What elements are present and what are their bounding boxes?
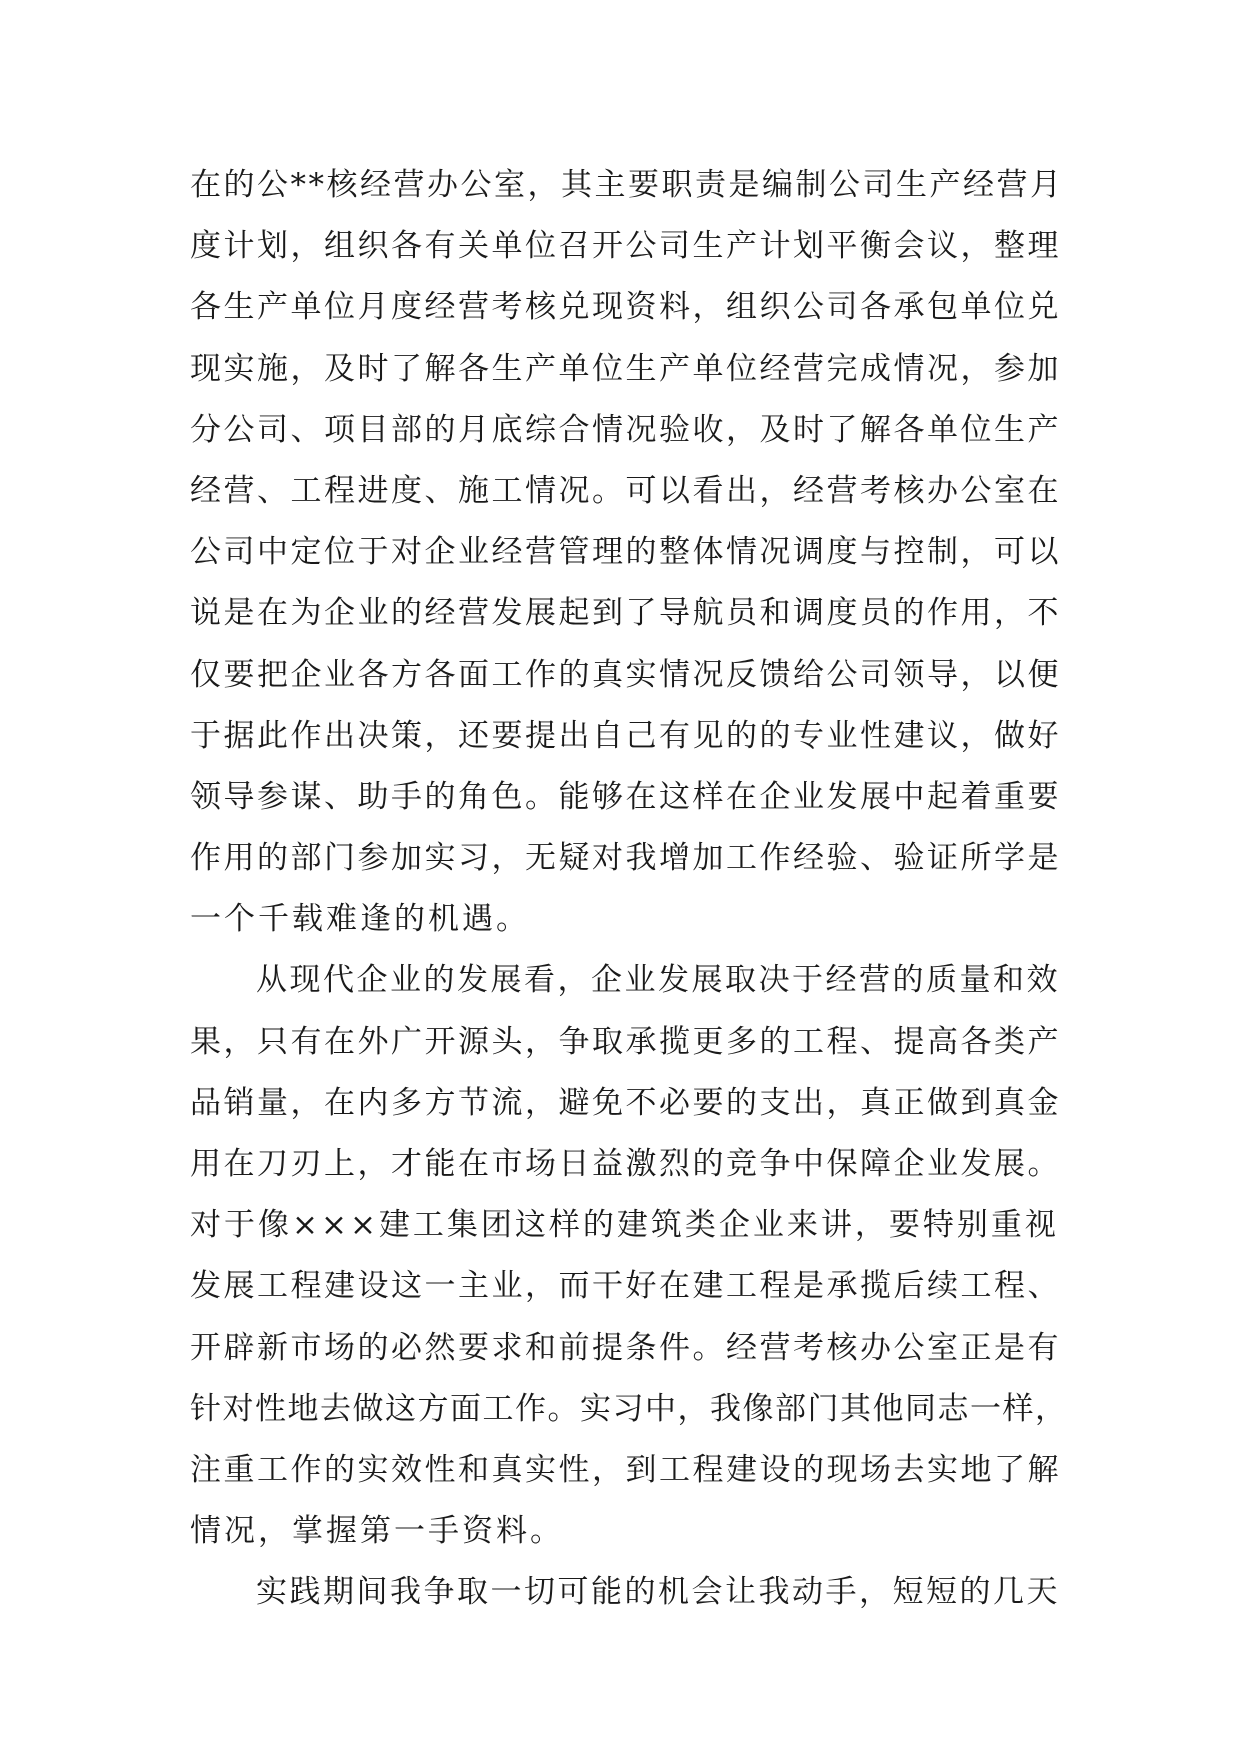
- paragraph: [190, 950, 1070, 1562]
- text-line: 一个千载难逢的机遇。: [190, 901, 530, 938]
- text-line: 针对性地去做这方面工作。实习中，我像部门其他同志一样，: [190, 1390, 1068, 1427]
- paragraph: [190, 155, 1070, 950]
- text-line: 在的公**核经营办公室，其主要职责是编制公司生产经营月: [190, 167, 1064, 203]
- text-line: 注重工作的实效性和真实性，到工程建设的现场去实地了解: [190, 1451, 1061, 1488]
- paragraph: [190, 1562, 1070, 1623]
- text-line: 度计划，组织各有关单位召开公司生产计划平衡会议，整理: [190, 228, 1061, 265]
- text-line: 果，只有在外广开源头，争取承揽更多的工程、提高各类产: [190, 1023, 1061, 1060]
- text-line: 公司中定位于对企业经营管理的整体情况调度与控制，可以: [190, 534, 1061, 571]
- text-line: 用在刀刃上，才能在市场日益激烈的竞争中保障企业发展。: [190, 1146, 1061, 1182]
- text-line: 经营、工程进度、施工情况。可以看出，经营考核办公室在: [190, 472, 1061, 509]
- text-line: 现实施，及时了解各生产单位生产单位经营完成情况，参加: [190, 350, 1061, 387]
- text-line: 各生产单位月度经营考核兑现资料，组织公司各承包单位兑: [190, 289, 1061, 326]
- text-line: 分公司、项目部的月底综合情况验收，及时了解各单位生产: [190, 411, 1061, 448]
- document-body: [190, 155, 1070, 1624]
- text-line: 从现代企业的发展看，企业发展取决于经营的质量和效: [256, 962, 1060, 999]
- text-line: 品销量，在内多方节流，避免不必要的支出，真正做到真金: [190, 1084, 1061, 1121]
- text-line: 于据此作出决策，还要提出自己有见的的专业性建议，做好: [190, 717, 1061, 754]
- text-line: 情况，掌握第一手资料。: [190, 1513, 564, 1550]
- text-line: 领导参谋、助手的角色。能够在这样在企业发展中起着重要: [190, 778, 1061, 815]
- text-line: 实践期间我争取一切可能的机会让我动手，短短的几天: [256, 1574, 1060, 1611]
- text-line: 发展工程建设这一主业，而干好在建工程是承揽后续工程、: [190, 1268, 1061, 1305]
- text-line: 作用的部门参加实习，无疑对我增加工作经验、验证所学是: [190, 840, 1061, 877]
- text-line: 说是在为企业的经营发展起到了导航员和调度员的作用，不: [190, 595, 1061, 632]
- text-line: 开辟新市场的必然要求和前提条件。经营考核办公室正是有: [190, 1329, 1061, 1366]
- text-line: 对于像×××建工集团这样的建筑类企业来讲，要特别重视: [190, 1207, 1059, 1244]
- text-line: 仅要把企业各方各面工作的真实情况反馈给公司领导，以便: [190, 656, 1061, 693]
